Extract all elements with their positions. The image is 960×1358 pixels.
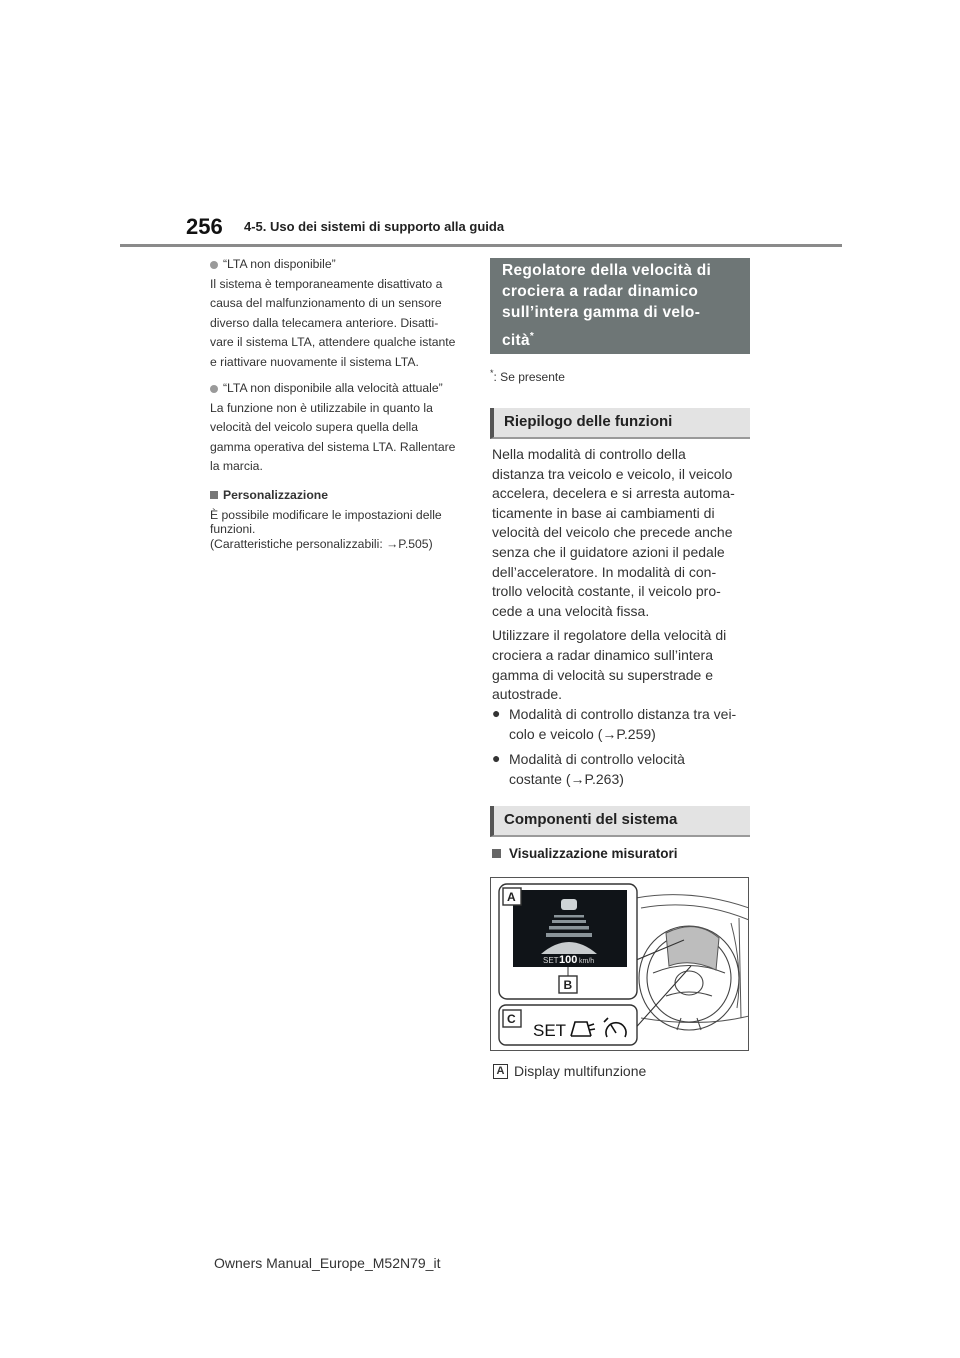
body-line: dell’acceleratore. In modalità di con-	[492, 563, 717, 580]
bullet-item-lta-unavailable-speed: “LTA non disponibile alla velocità attuale”	[210, 379, 468, 399]
bullet-dot-icon	[210, 385, 218, 393]
body-line: autostrade.	[492, 686, 563, 703]
subhead-visualizzazione: Visualizzazione misuratori	[492, 846, 678, 861]
body-line: diverso dalla telecamera anteriore. Disatti-	[210, 315, 439, 330]
page-reference: costante (→P.263)	[509, 770, 624, 787]
body-line: gamma operativa del sistema LTA. Rallentare	[210, 439, 456, 454]
bullet-item-lta-unavailable: “LTA non disponibile”	[210, 255, 468, 275]
body-line: gamma di velocità su superstrade e	[492, 666, 713, 683]
set-label-small: SET	[543, 956, 559, 965]
right-body	[492, 445, 754, 705]
speed-unit: km/h	[579, 958, 595, 965]
section-title: 4-5. Uso dei sistemi di supporto alla guida	[244, 219, 505, 234]
asterisk-mark: *	[529, 331, 535, 342]
figure-caption: A Display multifunzione	[493, 1063, 646, 1079]
page-number: 256	[186, 214, 223, 239]
body-line: ticamente in base ai cambiamenti di	[492, 504, 715, 521]
set-speed-value: 100	[559, 954, 578, 966]
set-indicator-big: SET	[533, 1021, 567, 1040]
body-line: la marcia.	[210, 459, 263, 473]
square-bullet-icon	[210, 491, 218, 499]
page-reference: colo e veicolo (→P.259)	[509, 725, 656, 742]
heading-componenti: Componenti del sistema	[490, 806, 750, 837]
bullet-dot-icon: ●	[492, 705, 501, 721]
body-line: trollo velocità costante, il veicolo pro-	[492, 583, 721, 600]
instrument-cluster-figure	[490, 877, 749, 1051]
list-item: ● Modalità di controllo distanza tra vei- colo e veicolo (→P.259)	[492, 705, 754, 744]
callout-b: B	[563, 978, 573, 992]
bullet-dot-icon	[210, 261, 218, 269]
callout-c: C	[507, 1012, 516, 1026]
body-line: funzioni.	[210, 522, 256, 536]
section-title-box: Regolatore della velocità di crociera a radar dinamico sull’intera gamma di velo- cità*	[490, 258, 750, 354]
square-bullet-icon	[492, 849, 501, 858]
body-line: Il sistema è temporaneamente disattivato a	[210, 276, 443, 291]
footer-doc-id: Owners Manual_Europe_M52N79_it	[214, 1255, 441, 1271]
body-line: crociera a radar dinamico sull’intera	[492, 646, 713, 663]
body-line: senza che il guidatore azioni il pedale	[492, 543, 725, 560]
heading-riepilogo: Riepilogo delle funzioni	[490, 408, 750, 439]
mode-list	[492, 705, 754, 795]
body-line: Nella modalità di controllo della	[492, 446, 686, 462]
body-line: e riattivare nuovamente il sistema LTA.	[210, 354, 419, 369]
page-reference: (Caratteristiche personalizzabili: →P.505)	[210, 536, 433, 551]
body-line: velocità del veicolo che precede anche	[492, 524, 733, 541]
body-line: causa del malfunzionamento di un sensore	[210, 296, 442, 310]
callout-a: A	[507, 890, 516, 904]
footnote: *: Se presente	[490, 368, 565, 384]
bullet-dot-icon: ●	[492, 750, 501, 767]
left-column	[210, 255, 468, 551]
body-line: distanza tra veicolo e veicolo, il veicolo	[492, 465, 733, 482]
body-line: È possibile modificare le impostazioni delle	[210, 507, 442, 522]
body-line: cede a una velocità fissa.	[492, 602, 650, 619]
body-line: Utilizzare il regolatore della velocità di	[492, 627, 727, 644]
header-divider	[120, 244, 842, 247]
list-item: ● Modalità di controllo velocità costante (→P.263)	[492, 750, 754, 789]
body-line: accelera, decelera e si arresta automa-	[492, 485, 735, 502]
body-line: vare il sistema LTA, attendere qualche istante	[210, 335, 456, 349]
body-line: La funzione non è utilizzabile in quanto la	[210, 400, 433, 415]
subhead-personalizzazione: Personalizzazione	[210, 487, 468, 503]
body-line: velocità del veicolo supera quella della	[210, 420, 418, 434]
callout-tag-a: A	[493, 1064, 508, 1079]
